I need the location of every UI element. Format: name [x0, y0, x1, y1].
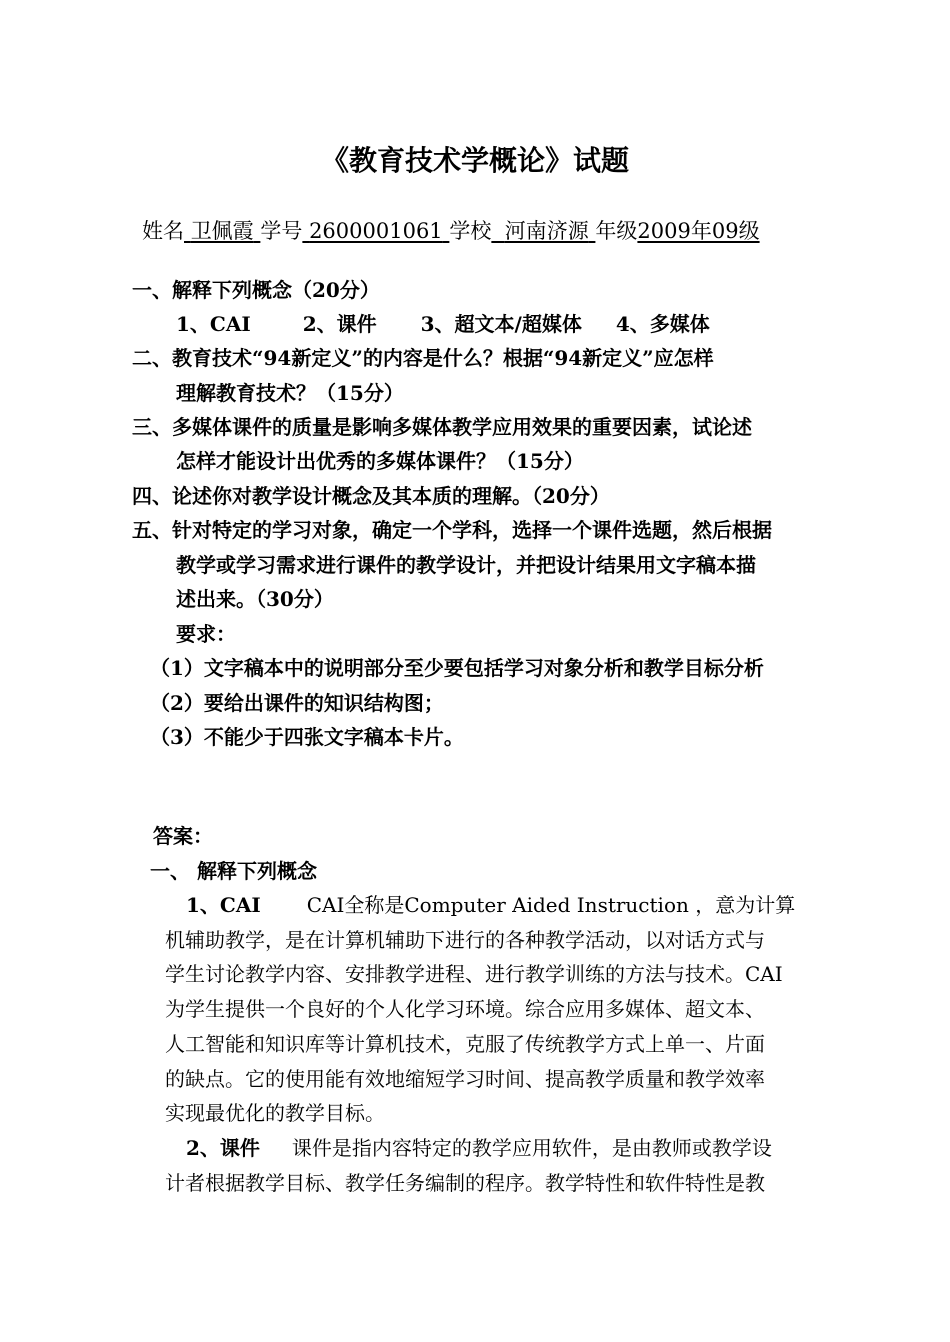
- id-value: [302, 219, 449, 243]
- answer-cai-line-7: 实现最优化的教学目标。: [165, 1101, 385, 1125]
- answer-cai-line-1: [186, 892, 795, 918]
- student-info-line: [142, 218, 760, 244]
- requirement-3: （3）不能少于四张文字稿本卡片。: [150, 725, 464, 749]
- id-text: 2600001061: [309, 219, 443, 243]
- name-label: 姓名: [142, 219, 184, 243]
- q1-item-cai: 1、CAI: [176, 312, 251, 336]
- answer-cai-text-1: CAI全称是Computer Aided Instruction ，意为计算: [306, 893, 796, 917]
- name-text: 卫佩霞: [190, 219, 254, 243]
- question-5-line-1: 五、针对特定的学习对象，确定一个学科，选择一个课件选题，然后根据: [132, 518, 772, 542]
- question-3-line-2: 怎样才能设计出优秀的多媒体课件？（15分）: [176, 449, 584, 473]
- answer-cai-line-2: 机辅助教学，是在计算机辅助下进行的各种教学活动，以对话方式与: [165, 928, 765, 952]
- question-2-line-1: 二、教育技术“94新定义”的内容是什么？根据“94新定义”应怎样: [132, 346, 714, 370]
- requirement-1: （1）文字稿本中的说明部分至少要包括学习对象分析和教学目标分析: [150, 656, 764, 680]
- answers-section-1: 一、 解释下列概念: [150, 859, 317, 883]
- question-4: 四、论述你对教学设计概念及其本质的理解。（20分）: [132, 484, 610, 508]
- question-5-line-3: 述出来。（30分）: [176, 587, 334, 611]
- school-value: [491, 219, 595, 243]
- grade-label: 年级: [595, 219, 638, 243]
- answer-courseware-text-1: 课件是指内容特定的教学应用软件，是由教师或教学设: [291, 1136, 772, 1160]
- name-value: [184, 219, 260, 243]
- answer-courseware-line-2: 计者根据教学目标、教学任务编制的程序。教学特性和软件特性是教: [165, 1171, 765, 1195]
- question-3-line-1: 三、多媒体课件的质量是影响多媒体教学应用效果的重要因素，试论述: [132, 415, 752, 439]
- answer-cai-line-5: 人工智能和知识库等计算机技术，克服了传统教学方式上单一、片面: [165, 1032, 765, 1056]
- q1-item-hypertext: 3、超文本/超媒体: [420, 312, 582, 336]
- answer-cai-line-3: 学生讨论教学内容、安排教学进程、进行教学训练的方法与技术。CAI: [165, 962, 783, 986]
- question-2-line-2: 理解教育技术？（15分）: [176, 381, 404, 405]
- q1-item-multimedia: 4、多媒体: [615, 312, 710, 336]
- requirements-label: 要求：: [176, 622, 236, 646]
- requirement-2: （2）要给出课件的知识结构图；: [150, 691, 444, 715]
- question-1: 一、解释下列概念（20分）: [132, 278, 380, 302]
- answer-courseware-line-1: [186, 1135, 772, 1161]
- answer-courseware-heading: 2、课件: [186, 1136, 260, 1160]
- page-title: 《教育技术学概论》试题: [320, 144, 629, 177]
- question-5-line-2: 教学或学习需求进行课件的教学设计，并把设计结果用文字稿本描: [176, 553, 756, 577]
- school-text: 河南济源: [504, 219, 589, 243]
- school-label: 学校: [449, 219, 492, 243]
- answer-cai-line-6: 的缺点。它的使用能有效地缩短学习时间、提高教学质量和教学效率: [165, 1067, 765, 1091]
- answer-cai-heading: 1、CAI: [186, 893, 261, 917]
- answers-label: 答案：: [153, 824, 213, 848]
- answer-cai-line-4: 为学生提供一个良好的个人化学习环境。综合应用多媒体、超文本、: [165, 997, 765, 1021]
- question-1-items: [176, 311, 710, 337]
- id-label: 学号: [260, 219, 303, 243]
- grade-value: 2009年09级: [637, 219, 760, 243]
- q1-item-courseware: 2、课件: [302, 312, 377, 336]
